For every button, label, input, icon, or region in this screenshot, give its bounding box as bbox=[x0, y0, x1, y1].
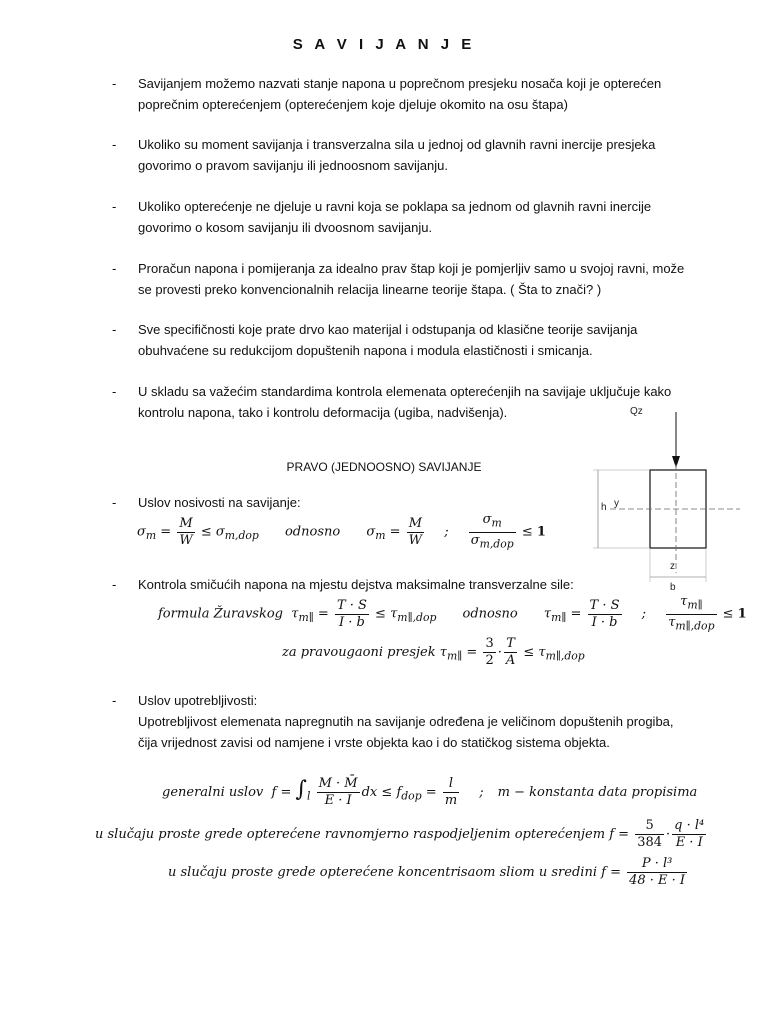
y-label: y bbox=[614, 498, 619, 509]
section-subtitle: PRAVO (JEDNOOSNO) SAVIJANJE bbox=[286, 460, 482, 474]
bullet-3: - Ukoliko opterećenje ne djeluje u ravni koja se poklapa sa jednom od glavnih ravni inercije govorimo o kosom savijanju ili dvoosnom savijanju. bbox=[112, 196, 744, 238]
bullet-1: - Savijanjem možemo nazvati stanje napona u poprečnom presjeku nosača koji je opterećen poprečnim opterećenjem (opterećenjem koje djeluje okomito na osu štapa) bbox=[112, 73, 744, 115]
b-label: b bbox=[670, 582, 676, 593]
bullet-line: Uslov nosivosti na savijanje: bbox=[138, 495, 301, 510]
bullet-line: Ukoliko opterećenje ne djeluje u ravni koja se poklapa sa jednom od glavnih ravni inercije bbox=[138, 199, 652, 214]
bullet-line: govorimo o pravom savijanju ili jednoosnom savijanju. bbox=[138, 158, 448, 173]
bullet-line: Savijanjem možemo nazvati stanje napona u poprečnom presjeku nosača koji je opterećen bbox=[138, 76, 662, 91]
bullet-6: - U skladu sa važećim standardima kontrola elemenata opterećenjih na savijaje uključuje kako kontrolu napona, tako i kontrolu deformacija (ugiba, nadvišenja). bbox=[112, 381, 744, 423]
bullet-line: govorimo o kosom savijanju ili dvoosnom savijanju. bbox=[138, 220, 433, 235]
bullet-uslov-nosivosti: - Uslov nosivosti na savijanje: bbox=[112, 492, 744, 513]
bullet-line: čija vrijednost zavisi od namjene i vrste objekta kao i do statičkog sistema objekta. bbox=[138, 735, 610, 750]
bullet-kontrola: - Kontrola smičućih napona na mjestu dejstva maksimalne transverzalne sile: bbox=[112, 574, 744, 595]
h-label: h bbox=[601, 502, 607, 513]
bullet-line: se provesti preko konvencionalnih relacija linearne teorije štapa. ( Šta to znači? ) bbox=[138, 282, 602, 297]
bullet-line: Upotrebljivost elemenata napregnutih na savijanje određena je veličinom dopuštenih progiba, bbox=[138, 714, 674, 729]
load-label: Qz bbox=[630, 406, 643, 417]
bullet-line: Proračun napona i pomijeranja za idealno prav štap koji je pomjerljiv samo u svojoj ravni, može bbox=[138, 261, 685, 276]
formula-ravnomjerno: u slučaju proste grede opterećene ravnomjerno raspodjeljenim opterećenjem f = $\frac{5}{384}$ · $\frac{\text{q · l⁴}}{E \cdot I}$ bbox=[95, 818, 705, 850]
formula-generalni: generalni uslov $f = \int_l$ $\frac{M \cdot M̄}{E \cdot I}$ dx ≤ $f_{dop}$ = $\frac{l}{m}$ ; m − konstanta data propisima bbox=[162, 776, 698, 808]
formula-sigma: $\sigma_m$ = $\frac{M}{W}$ ≤ $\sigma_{m,dop}$ odnosno $\sigma_m$ = $\frac{M}{W}$ ; $\frac{\sigma_m}{\sigma_{m,dop}}$ ≤ 1 bbox=[137, 512, 546, 551]
bullet-line: kontrolu napona, tako i kontrolu deformacija (ugiba, nadvišenja). bbox=[138, 405, 508, 420]
bullet-upotrebljivost: - Uslov upotrebljivosti: Upotrebljivost elemenata napregnutih na savijanje određena je veličinom dopuštenih progiba, čija vrijednost zavisi od namjene i vrste objekta kao i do statičkog sistema objekta. bbox=[112, 690, 744, 753]
page-title: S A V I J A N J E bbox=[292, 36, 476, 53]
bullet-line: Kontrola smičućih napona na mjestu dejstva maksimalne transverzalne sile: bbox=[138, 577, 574, 592]
bullet-line: U skladu sa važećim standardima kontrola elemenata opterećenjih na savijaje uključuje kako bbox=[138, 384, 672, 399]
formula-pravougaoni: za pravougaoni presjek $\tau_{m\parallel}$ = $\frac{3}{2}$ · $\frac{T}{A}$ ≤ $\tau_{m\parallel,dop}$ bbox=[282, 636, 585, 668]
bullet-line: poprečnim opterećenjem (opterećenjem koje djeluje okomito na osu štapa) bbox=[138, 97, 568, 112]
bullet-line: Uslov upotrebljivosti: bbox=[138, 693, 258, 708]
bullet-4: - Proračun napona i pomijeranja za idealno prav štap koji je pomjerljiv samo u svojoj ravni, može se provesti preko konvencionalnih relacija linearne teorije štapa. ( Šta to znači? ) bbox=[112, 258, 744, 300]
bullet-line: obuhvaćene su redukcijom dopuštenih napona i modula elastičnosti i smicanja. bbox=[138, 343, 593, 358]
bullet-line: Ukoliko su moment savijanja i transverzalna sila u jednoj od glavnih ravni inercije presjeka bbox=[138, 137, 656, 152]
formula-zuravski: formula Žuravskog $\tau_{m\parallel}$ = $\frac{T \cdot S}{I \cdot b}$ ≤ $\tau_{m\parallel,dop}$ odnosno $\tau_{m\parallel}$ = $\frac{T \cdot S}{I \cdot b}$ ; $\frac{\tau_{m\parallel}}{\tau_{m\parallel,dop}}$ ≤ 1 bbox=[158, 594, 747, 633]
bullet-line: Sve specifičnosti koje prate drvo kao materijal i odstupanja od klasične teorije savijanja bbox=[138, 322, 638, 337]
bullet-2: - Ukoliko su moment savijanja i transverzalna sila u jednoj od glavnih ravni inercije presjeka govorimo o pravom savijanju ili jednoosnom savijanju. bbox=[112, 134, 744, 176]
formula-koncentrisana: u slučaju proste grede opterećene koncentrisaom sliom u sredini f = $\frac{\text{P · l³}}{48 \cdot E \cdot I}$ bbox=[168, 856, 686, 888]
z-label: z bbox=[670, 561, 675, 572]
bullet-5: - Sve specifičnosti koje prate drvo kao materijal i odstupanja od klasične teorije savijanja obuhvaćene su redukcijom dopuštenih napona i modula elastičnosti i smicanja. bbox=[112, 319, 744, 361]
